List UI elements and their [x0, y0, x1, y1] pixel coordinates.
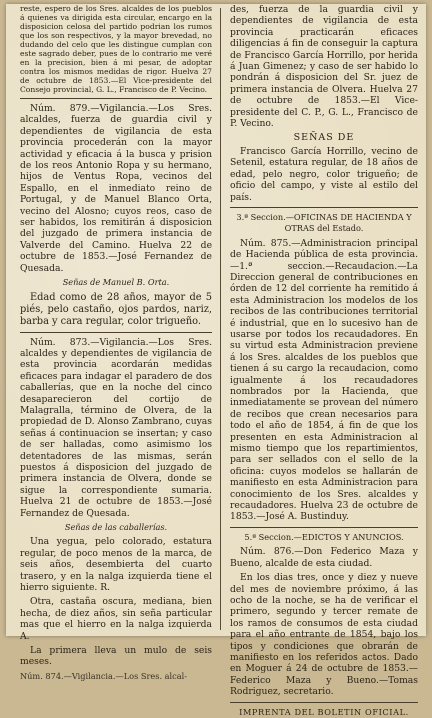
notice-874-fragment: Núm. 874.—Vigilancia.—Los Sres. alcal-	[20, 670, 188, 681]
horse-description-2: Otra, castaña oscura, mediana, bien hecha, de diez años, sin seña particular mas que el hierro en la nalga izquierda A.	[20, 596, 212, 642]
divider	[20, 98, 212, 99]
notice-876-body: En los dias tres, once y diez y nueve del mes de noviembre próximo, á las ocho de la noche, se ha de verificar el primero, segundo y tercer remate de los ramos de consumos de esta ciudad para el año entrante de 1854, bajo los tipos y condiciones que obrarán de manifiesto en los referidos actos. Dado en Moguer á 24 de octubre de 1853.—Federico Maza y Bueno.—Tomas Rodriguez, secretario.	[230, 572, 418, 698]
divider	[20, 332, 212, 333]
notice-875: Núm. 875.—Administracion principal de Hacienda pública de esta provincia.—1.ª seccion.—Recaudacion.—La Direccion general de contribuciones en órden de 12 del corriente ha remitido á esta Administracion los modelos de los recibos de las contribuciones territorial é industrial, que en lo sucesivo han de usarse por todos los recaudadores. En su virtud esta Administracion previene á los Sres. alcaldes de los pueblos que tienen á su cargo la recaudacion, como igualmente á los recaudadores nombrados por la Hacienda, que inmediatamente se provean del número de recibos que crean necesarios para todo el año de 1854, á fin de que los presenten en esta Administracion al mismo tiempo que los repartimientos, para ser sellados con el sello de la oficina: cuyos modelos se hallarán de manifiesto en esta Administracion para conocimiento de los Sres. alcaldes y recaudadores. Huelva 23 de octubre de 1853.—José A. Bustinduy.	[230, 237, 418, 523]
section-3-heading: 3.ª Seccion.—OFICINAS DE HACIENDA Y OTRAS del Estado.	[236, 211, 412, 234]
signs-heading: SEÑAS DE	[293, 132, 355, 144]
horses-caption: Señas de las caballerías.	[64, 522, 168, 532]
signs-text-horrillo: Francisco García Horrillo, vecino de Setenil, estatura regular, de 18 años de edad, pelo negro, color trigueño; de oficio del campo, y viste al estilo del país.	[230, 145, 418, 203]
notice-continuation: des, fuerza de la guardia civil y dependientes de vigilancia de esta provincia practicarán eficaces diligencias á fin de conseguir la captura de Francisco García Horrillo, por herida á Juan Gimenez; y caso de ser habido lo pondrán á disposicion del Sr. juez de primera instancia de Olvera. Huelva 27 de octubre de 1853.—El Vice-presidente del C. P., G. L., Francisco de P. Vecino.	[230, 4, 418, 130]
left-column	[20, 4, 212, 681]
horse-description-1: Una yegua, pelo colorado, estatura regular, de poco menos de la marca, de seis años, desembierta del cuarto trasero, y en la nalga izquierda tiene el hierro siguiente. R.	[20, 536, 212, 594]
notice-876-title: Núm. 876.—Don Federico Maza y Bueno, alcalde de esta ciudad.	[230, 546, 418, 569]
notice-873: Núm. 873.—Vigilancia.—Los Sres. alcaldes y dependientes de vigilancia de esta provincia acordarán medidas eficaces para indagar el paradero de dos caballerías, que en la noche del cinco desaparecieron del cortijo de Malagralla, término de Olvera, de la propiedad de D. Alonso Zambrano, cuyas señas á continuacion se insertan; y caso de ser halladas, como asimismo los detentadores de las mismas, serán puestos á disposicion del juzgado de primera instancia de Olvera, donde se sigue la correspondiente sumaria. Huelva 21 de octubre de 1853.—José Fernandez de Quesada.	[20, 336, 212, 519]
divider	[230, 527, 418, 528]
signs-caption: Señas de Manuel B. Orta.	[62, 277, 170, 288]
signs-text: Edad como de 28 años, mayor de 5 piés, pelo castaño, ojos pardos, nariz, barba y cara regular, color trigueño.	[20, 291, 212, 327]
imprint: IMPRENTA DEL BOLETIN OFICIAL.	[239, 706, 409, 717]
column-rule	[220, 8, 221, 630]
horse-description-3: La primera lleva un mulo de seis meses.	[20, 645, 212, 668]
divider	[230, 702, 418, 703]
section-5-heading: 5.ª Seccion.—EDICTOS Y ANUNCIOS.	[244, 531, 404, 542]
newspaper-page	[6, 4, 426, 717]
divider	[230, 207, 418, 208]
circular-fragment: reste, espero de los Sres. alcaldes de los pueblos á quienes va dirigida esta circular, encargo en la disposicion celosa del partido podrian los rumos que los son respectivos, y la mayor brevedad, no dudando del celo que les distingue cumplan con este sagrado deber, pues de lo contrario me veré en la precision, bien á mi pesar, de adoptar contra los mismos medidas de rigor. Huelva 27 de octubre de 1853.—El Vice-presidente del Consejo provincial, G. L., Francisco de P. Vecino.	[20, 4, 212, 94]
right-column	[230, 4, 418, 717]
notice-879: Núm. 879.—Vigilancia.—Los Sres. alcaldes, fuerza de guardia civil y dependientes de vigilancia de esta provincia procederán con la mayor actividad y eficacia á la busca y prision de los reos Antonio Ropa y su hermano, hijos de Ventus Ropa, vecinos del Espallo, en el inmediato reino de Portugal, y de Manuel Blanco Orta, vecino del Alosno; cuyos reos, caso de ser habidos, los remitirán á disposicion del juzgado de primera instancia de Valverde del Camino. Huelva 22 de octubre de 1853.—José Fernandez de Quesada.	[20, 103, 212, 274]
